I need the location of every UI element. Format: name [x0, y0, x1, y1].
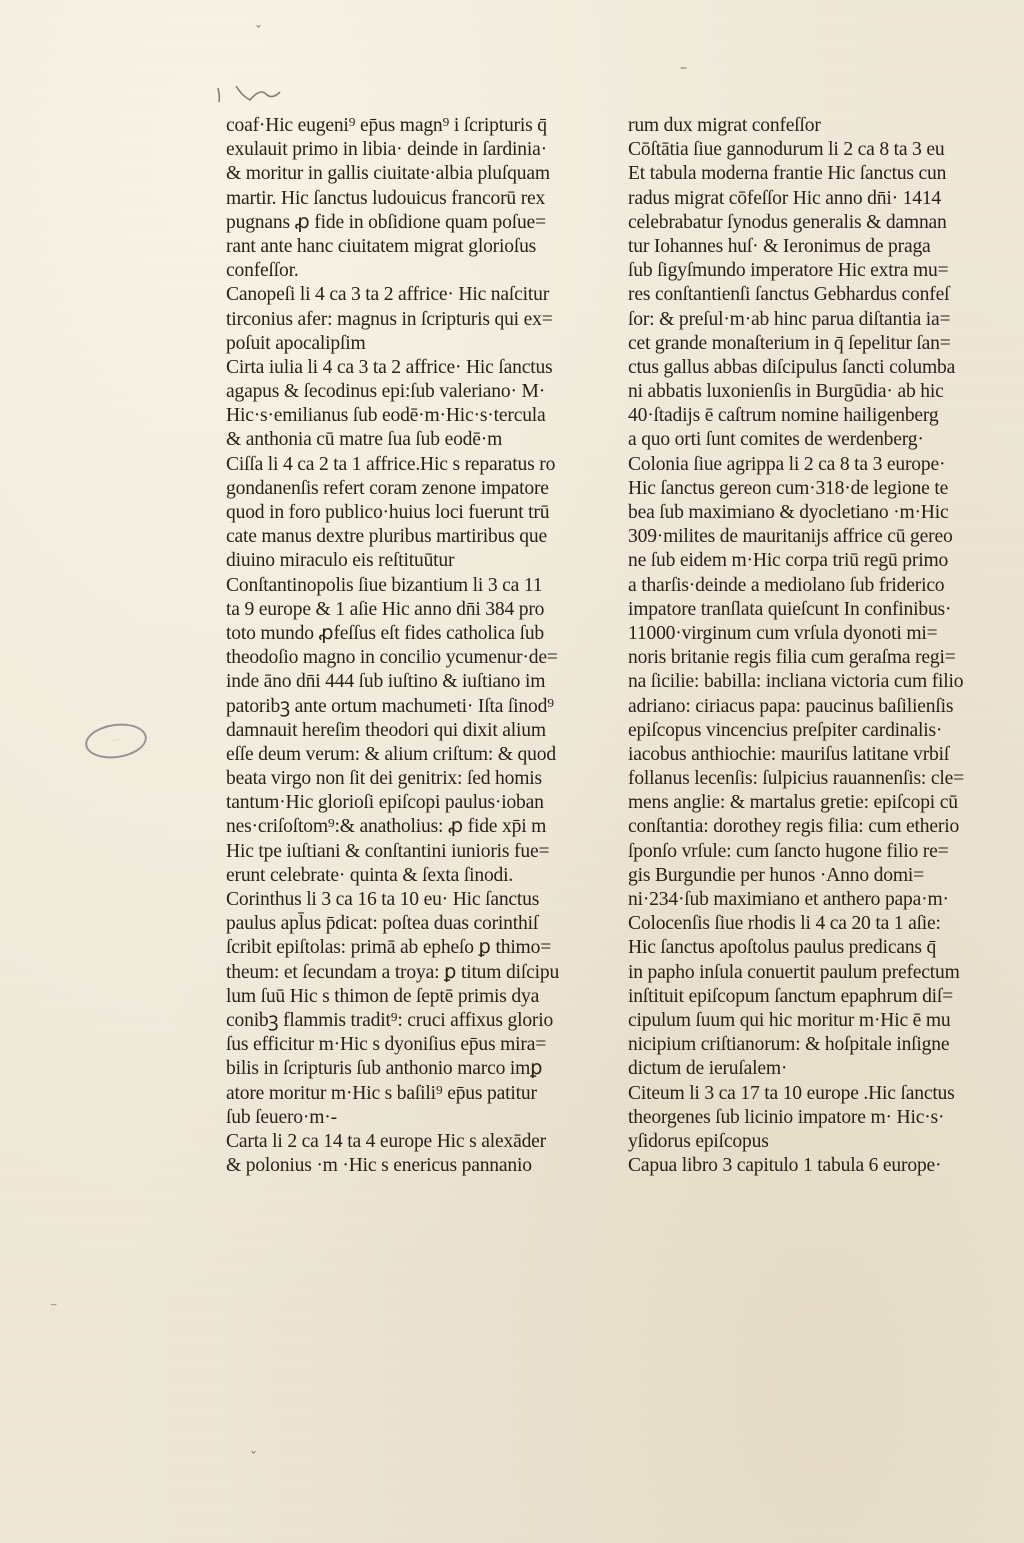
text-line: ſor: & preſul·m·ab hinc parua diſtantia ia= [628, 308, 951, 330]
text-line: eſſe deum verum: & alium criſtum: & quod [226, 743, 556, 765]
library-stamp-icon: ◦◦◦ [83, 720, 149, 762]
margin-speck-icon: ˇ [250, 1450, 257, 1466]
text-line: atore moritur m·Hic s baſili⁹ ep̄us patitur [226, 1082, 537, 1104]
text-line: Hic ſanctus apoſtolus paulus predicans q̄ [628, 937, 937, 959]
text-line: conſtantia: dorothey regis filia: cum etherio [628, 816, 960, 838]
text-line: ſub ſigyſmundo imperatore Hic extra mu= [628, 260, 949, 282]
text-line: Canopeſi li 4 ca 3 ta 2 affrice· Hic naſcitur [226, 284, 550, 306]
text-line: radus migrat cōfeſſor Hic anno dn̄i· 1414 [628, 187, 942, 209]
text-line: tur Iohannes huſ· & Ieronimus de praga [628, 235, 931, 257]
left-text-column [226, 114, 576, 1178]
text-line: impatore tranſlata quieſcunt In confinibus· [628, 598, 952, 620]
text-line: erunt celebrate· quinta & ſexta ſinodi. [226, 864, 514, 886]
margin-speck-icon: – [680, 60, 687, 76]
text-line: bilis in ſcripturis ſub anthonio marco imꝑ [226, 1058, 543, 1080]
text-line: damnauit hereſim theodori qui dixit alium [226, 719, 546, 741]
text-line: theum: et ſecundam a troya: ꝑ titum diſcipu [226, 961, 560, 983]
margin-speck-icon: ˇ [255, 24, 262, 40]
marginal-scribble-icon [214, 80, 294, 110]
text-line: a tharſis·deinde a mediolano ſub friderico [628, 574, 945, 596]
text-line: beata virgo non ſit dei genitrix: ſed homis [226, 768, 542, 790]
text-line: inde āno dn̄i 444 ſub iuſtino & iuſtiano im [226, 671, 546, 693]
text-line: iacobus anthiochie: mauriſus latitane vrbiſ [628, 743, 950, 765]
text-line: 11000·virginum cum vrſula dyonoti mi= [628, 622, 938, 644]
text-line: Corinthus li 3 ca 16 ta 10 eu· Hic ſanctus [226, 889, 540, 910]
text-line: & anthonia cū matre ſua ſub eodē·m [226, 429, 503, 451]
text-line: gis Burgundie per hunos ·Anno domi= [628, 864, 924, 886]
text-line: nes·criſoſtom⁹:& anatholius: ꝓ fide xp̄i m [226, 816, 547, 838]
text-line: ni·234·ſub maximiano et anthero papa·m· [628, 889, 949, 910]
text-line: Cirta iulia li 4 ca 3 ta 2 affrice· Hic ſanctus [226, 356, 553, 378]
text-line: Cōſtātia ſiue gannodurum li 2 ca 8 ta 3 eu [628, 139, 945, 161]
text-line: exulauit primo in libia· deinde in ſardinia· [226, 139, 547, 161]
text-line: 309·milites de mauritanijs affrice cū gereo [628, 526, 953, 548]
text-line: quod in foro publico·huius loci fuerunt trū [226, 502, 550, 523]
text-line: paulus apl̄us p̄dicat: poſtea duas corinthiſ [226, 913, 539, 935]
right-text-column [628, 114, 978, 1178]
text-line: ctus gallus abbas diſcipulus ſancti columba [628, 356, 956, 378]
text-line: toto mundo ꝓfeſſus eſt fides catholica ſub [226, 622, 545, 644]
text-line: follanus lecenſis: ſulpicius rauannenſis: cle= [628, 768, 964, 790]
text-line: ſponſo vrſule: cum ſancto hugone filio re= [628, 840, 949, 862]
text-line: & moritur in gallis ciuitate·albia pluſquam [226, 163, 550, 185]
text-line: na ſicilie: babilla: incliana victoria cum filio [628, 671, 964, 693]
text-line: ſus efficitur m·Hic s dyoniſius ep̄us mira= [226, 1034, 547, 1056]
text-line: mens anglie: & martalus gretie: epiſcopi cū [628, 792, 958, 814]
text-line: cipulum ſuum qui hic moritur m·Hic ē mu [628, 1009, 951, 1031]
text-line: lum ſuū Hic s thimon de ſeptē primis dya [226, 985, 540, 1007]
text-line: tirconius afer: magnus in ſcripturis qui ex= [226, 308, 553, 330]
text-line: ni abbatis luxonienſis in Burgūdia· ab hic [628, 381, 944, 403]
text-line: agapus & ſecodinus epi:ſub valeriano· M· [226, 381, 546, 403]
text-line: nicipium criſtianorum: & hoſpitale inſigne [628, 1034, 950, 1056]
text-line: Carta li 2 ca 14 ta 4 europe Hic s alexāder [226, 1130, 546, 1152]
text-line: celebrabatur ſynodus generalis & damnan [628, 211, 947, 233]
text-line: Conſtantinopolis ſiue bizantium li 3 ca 11 [226, 574, 543, 596]
text-line: noris britanie regis filia cum geraſma regi= [628, 647, 956, 669]
text-line: res conſtantienſi ſanctus Gebhardus confeſ [628, 284, 950, 306]
text-line: patoribꝫ ante ortum machumeti· Iſta ſinod⁹ [226, 695, 554, 717]
text-line: ta 9 europe & 1 aſie Hic anno dn̄i 384 pro [226, 598, 545, 620]
text-line: epiſcopus vincencius preſpiter cardinalis· [628, 719, 943, 741]
text-line: theorgenes ſub licinio impatore m· Hic·s· [628, 1106, 945, 1128]
text-line: 40·ſtadijs ē caſtrum nomine hailigenberg [628, 405, 939, 427]
text-line: rant ante hanc ciuitatem migrat glorioſus [226, 235, 537, 257]
text-line: dictum de ieruſalem· [628, 1058, 788, 1080]
text-line: adriano: ciriacus papa: paucinus baſilienſis [628, 695, 954, 717]
text-line: martir. Hic ſanctus ludouicus francorū rex [226, 187, 546, 209]
text-line: confeſſor. [226, 260, 299, 282]
text-line: Capua libro 3 capitulo 1 tabula 6 europe· [628, 1155, 942, 1177]
text-line: Colocenſis ſiue rhodis li 4 ca 20 ta 1 aſie: [628, 913, 941, 935]
text-line: gondanenſis refert coram zenone impatore [226, 477, 549, 499]
text-line: ſcribit epiſtolas: primā ab epheſo ꝑ thimo= [226, 937, 552, 959]
text-line: Et tabula moderna frantie Hic ſanctus cun [628, 163, 947, 185]
text-line: inſtituit epiſcopum ſanctum epaphrum diſ= [628, 985, 953, 1007]
text-line: Hic·s·emilianus ſub eodē·m·Hic·s·tercula [226, 405, 546, 427]
text-line: Citeum li 3 ca 17 ta 10 europe .Hic ſanctus [628, 1082, 955, 1104]
text-line: bea ſub maximiano & dyocletiano ·m·Hic [628, 502, 949, 523]
text-line: Hic tpe iuſtiani & conſtantini iunioris fue= [226, 840, 550, 862]
text-line: pugnans ꝓ fide in obſidione quam poſue= [226, 211, 546, 233]
text-line: cate manus dextre pluribus martiribus que [226, 526, 547, 548]
text-line: ne ſub eidem m·Hic corpa triū regū primo [628, 550, 949, 572]
text-line: tantum·Hic glorioſi epiſcopi paulus·ioban [226, 792, 544, 814]
text-line: rum dux migrat confeſſor [628, 115, 821, 136]
text-line: Ciſſa li 4 ca 2 ta 1 affrice.Hic s reparatus ro [226, 453, 556, 475]
text-line: Hic ſanctus gereon cum·318·de legione te [628, 477, 949, 499]
text-line: Colonia ſiue agrippa li 2 ca 8 ta 3 europe· [628, 453, 946, 475]
text-line: in papho inſula conuertit paulum prefectum [628, 961, 960, 983]
text-line: & polonius ·m ·Hic s enericus pannanio [226, 1155, 532, 1177]
text-line: cet grande monaſterium in q̄ ſepelitur ſan= [628, 332, 951, 354]
text-line: conibꝫ flammis tradit⁹: cruci affixus glorio [226, 1009, 554, 1031]
text-line: a quo orti ſunt comites de werdenberg· [628, 429, 924, 451]
text-line: yſidorus epiſcopus [628, 1130, 769, 1152]
text-line: diuino miraculo eis reſtituūtur [226, 550, 455, 572]
text-line: coaf·Hic eugeni⁹ ep̄us magn⁹ i ſcripturis q̄ [226, 115, 547, 136]
text-line: theodoſio magno in concilio ycumenur·de= [226, 647, 558, 669]
margin-speck-icon: ⁻ [50, 1300, 58, 1316]
text-line: ſub ſeuero·m·- [226, 1106, 337, 1128]
text-line: poſuit apocalipſim [226, 332, 366, 354]
